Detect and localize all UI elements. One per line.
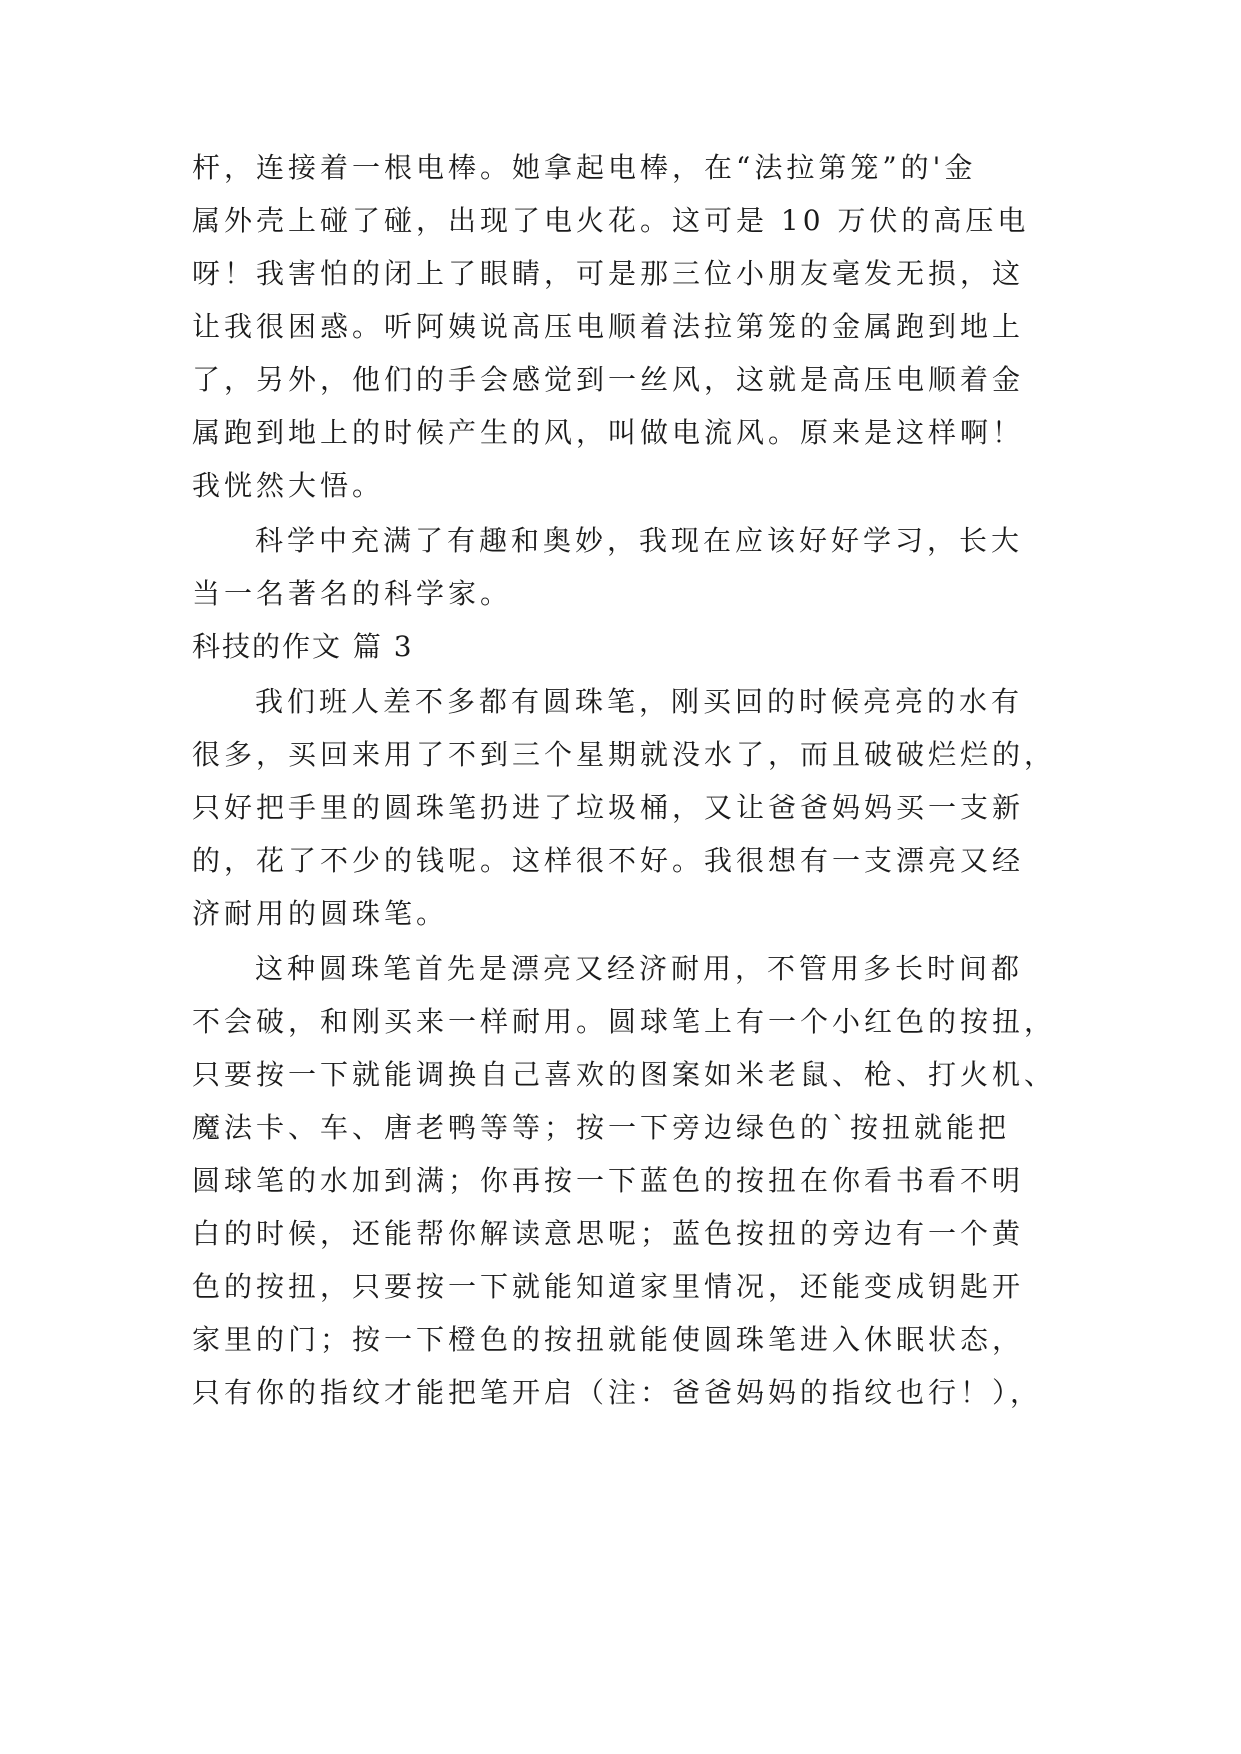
- paragraph-line: 白的时候，还能帮你解读意思呢；蓝色按扭的旁边有一个黄: [192, 1217, 1025, 1250]
- paragraph-line: 呀！我害怕的闭上了眼睛，可是那三位小朋友毫发无损，这: [192, 257, 1025, 290]
- paragraph-line: 属外壳上碰了碰，出现了电火花。这可是 10 万伏的高压电: [192, 204, 1030, 237]
- paragraph-line: 只要按一下就能调换自己喜欢的图案如米老鼠、枪、打火机、: [192, 1058, 1057, 1091]
- paragraph-line: 很多，买回来用了不到三个星期就没水了，而且破破烂烂的，: [192, 738, 1057, 771]
- paragraph-line: 色的按扭，只要按一下就能知道家里情况，还能变成钥匙开: [192, 1270, 1025, 1303]
- paragraph-line: 魔法卡、车、唐老鸭等等；按一下旁边绿色的`按扭就能把: [192, 1111, 1011, 1144]
- paragraph-line: 只有你的指纹才能把笔开启（注：爸爸妈妈的指纹也行！），: [192, 1376, 1043, 1409]
- section-heading: 科技的作文 篇 3: [192, 630, 414, 663]
- paragraph-line: 杆，连接着一根电棒。她拿起电棒，在“法拉第笼”的'金: [192, 151, 977, 184]
- paragraph-line: 我们班人差不多都有圆珠笔，刚买回的时候亮亮的水有: [255, 685, 1024, 718]
- paragraph-line: 只好把手里的圆珠笔扔进了垃圾桶，又让爸爸妈妈买一支新: [192, 791, 1025, 824]
- paragraph-line: 圆球笔的水加到满；你再按一下蓝色的按扭在你看书看不明: [192, 1164, 1025, 1197]
- paragraph-line: 家里的门；按一下橙色的按扭就能使圆珠笔进入休眠状态，: [192, 1323, 1025, 1356]
- paragraph-line: 我恍然大悟。: [192, 469, 385, 502]
- paragraph-line: 了，另外，他们的手会感觉到一丝风，这就是高压电顺着金: [192, 363, 1025, 396]
- paragraph-line: 当一名著名的科学家。: [192, 577, 513, 610]
- paragraph-line: 科学中充满了有趣和奥妙，我现在应该好好学习，长大: [255, 524, 1024, 557]
- paragraph-line: 济耐用的圆珠笔。: [192, 897, 449, 930]
- paragraph-line: 属跑到地上的时候产生的风，叫做电流风。原来是这样啊！: [192, 416, 1025, 449]
- paragraph-line: 不会破，和刚买来一样耐用。圆球笔上有一个小红色的按扭，: [192, 1005, 1057, 1038]
- paragraph-line: 这种圆珠笔首先是漂亮又经济耐用，不管用多长时间都: [255, 952, 1024, 985]
- paragraph-line: 让我很困惑。听阿姨说高压电顺着法拉第笼的金属跑到地上: [192, 310, 1025, 343]
- paragraph-line: 的，花了不少的钱呢。这样很不好。我很想有一支漂亮又经: [192, 844, 1025, 877]
